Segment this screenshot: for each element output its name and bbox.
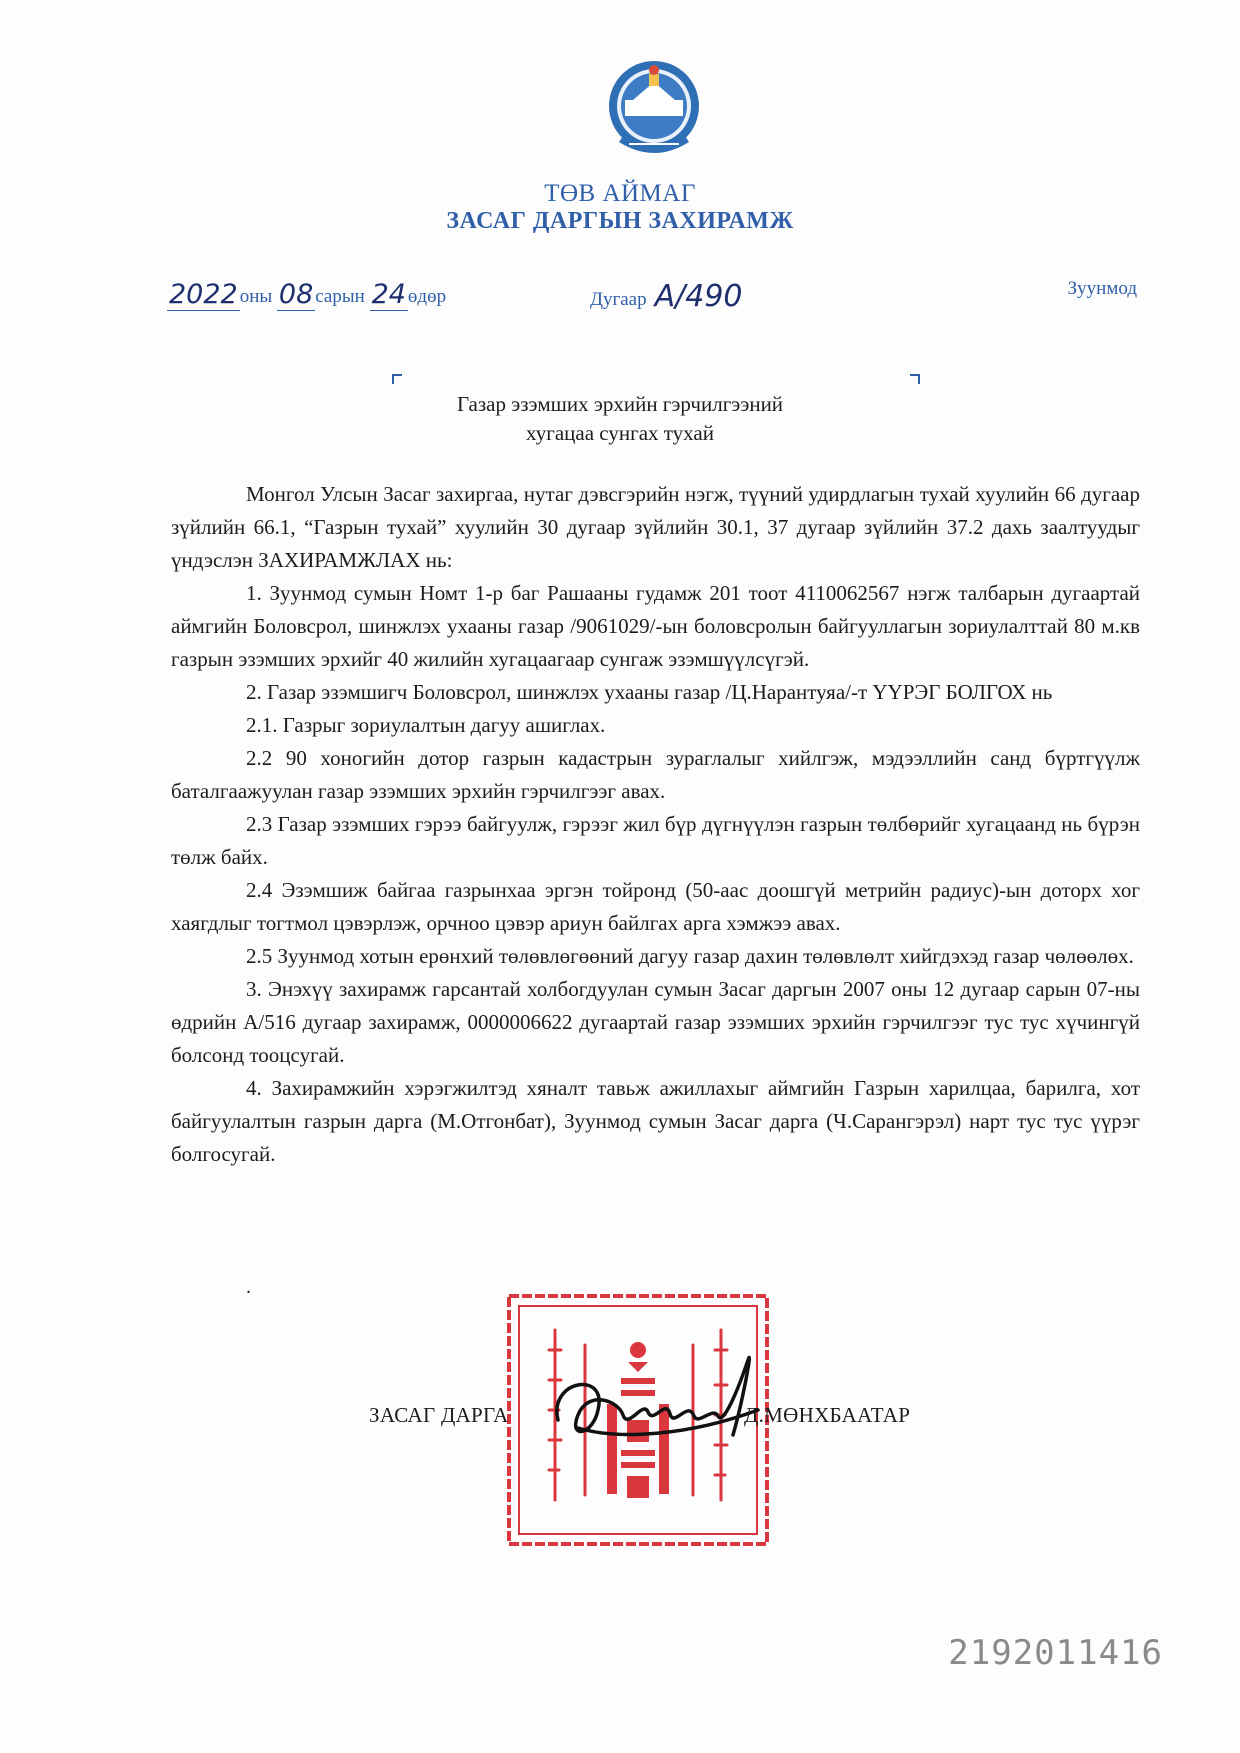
paragraph-2-4: 2.4 Эзэмшиж байгаа газрынхаа эргэн тойронд (50-аас доошгүй метрийн радиус)-ын доторх хог хаягдлыг тогтмол цэвэрлэж, орчноо цэвэр ариун байлгах арга хэмжээ авах. xyxy=(171,878,1140,935)
paragraph-2-3: 2.3 Газар эзэмших гэрээ байгуулж, гэрээг жил бүр дүгнүүлэн газрын төлбөрийг хугацаанд нь бүрэн төлж байх. xyxy=(171,812,1140,869)
signatory-position: ЗАСАГ ДАРГА xyxy=(369,1403,509,1427)
title-corner-right xyxy=(910,374,920,384)
handwritten-year: 2022 xyxy=(169,279,238,310)
document-serial-number: 2192011416 xyxy=(948,1633,1163,1673)
title-line-2: хугацаа сунгах тухай xyxy=(526,421,714,445)
day-suffix: өдөр xyxy=(407,286,447,307)
handwritten-month: 08 xyxy=(278,279,314,310)
handwritten-signature-icon xyxy=(548,1340,788,1460)
title-line-1: Газар эзэмших эрхийн гэрчилгээний xyxy=(456,392,784,416)
paragraph-intro: Монгол Улсын Засаг захиргаа, нутаг дэвсгэрийн нэгж, түүний удирдлагын тухай хуулийн 66 дугаар зүйлийн 66.1, “Газрын тухай” хуулийн 30 дугаар зүйлийн 30.1, 37 дугаар зүйлийн 37.2 дахь заалтуудыг үндэслэн ЗАХИРАМЖЛАХ нь: xyxy=(171,482,1140,572)
header-document-type: ЗАСАГ ДАРГЫН ЗАХИРАМЖ xyxy=(446,208,794,234)
paragraph-2: 2. Газар эзэмшигч Боловсрол, шинжлэх ухааны газар /Ц.Нарантуяа/-т ҮҮРЭГ БОЛГОХ нь xyxy=(246,680,1053,704)
stray-dot: . xyxy=(246,1276,251,1298)
paragraph-4: 4. Захирамжийн хэрэгжилтэд хяналт тавьж ажиллахыг аймгийн Газрын харилцаа, барилга, хот байгуулалтын газрын дарга (М.Отгонбат), Зуунмод сумын Засаг дарга (Ч.Сарангэрэл) нарт тус тус үүрэг болгосугай. xyxy=(171,1076,1140,1166)
title-corner-left xyxy=(392,374,402,384)
paragraph-2-2: 2.2 90 хоногийн дотор газрын кадастрын зураглалыг хийлгэж, мэдээллийн санд бүртгүүлж баталгаажуулан газар эзэмших эрхийн гэрчилгээг авах. xyxy=(171,746,1140,803)
paragraph-1: 1. Зуунмод сумын Номт 1-р баг Рашааны гудамж 201 тоот 4110062567 нэгж талбарын дугаартай аймгийн Боловсрол, шинжлэх ухааны газар /9061029/-ын боловсролын байгууллагын зориулалттай 80 м.кв газрын эзэмших эрхийг 40 жилийн хугацаагаар сунгаж эзэмшүүлсүгэй. xyxy=(171,581,1140,671)
handwritten-number: А/490 xyxy=(654,279,743,314)
document-place: Зуунмод xyxy=(1067,278,1137,299)
paragraph-2-5: 2.5 Зуунмод хотын ерөнхий төлөвлөгөөний дагуу газар дахин төлөвлөлт хийгдэхэд газар чөлөөлөх. xyxy=(246,944,1134,968)
signatory-name: Д.МӨНХБААТАР xyxy=(744,1403,911,1427)
document-title xyxy=(0,390,1240,448)
month-suffix: сарын xyxy=(315,286,365,307)
header-province: ТӨВ АЙМАГ xyxy=(544,180,696,207)
paragraph-3: 3. Энэхүү захирамж гарсантай холбогдуулан сумын Засаг даргын 2007 оны 12 дугаар сарын 07-ны өдрийн А/516 дугаар захирамж, 0000006622 дугаартай газар эзэмших эрхийн гэрчилгээг тус тус хүчингүй болсонд тооцсугай. xyxy=(171,977,1140,1067)
handwritten-day: 24 xyxy=(371,279,406,310)
document-body xyxy=(171,478,1140,1171)
year-suffix: оны xyxy=(239,286,273,307)
document-number xyxy=(590,278,743,313)
document-date xyxy=(167,278,446,309)
state-emblem-icon xyxy=(605,56,703,166)
paragraph-2-1: 2.1. Газрыг зориулалтын дагуу ашиглах. xyxy=(246,713,606,737)
number-label: Дугаар xyxy=(590,289,647,310)
